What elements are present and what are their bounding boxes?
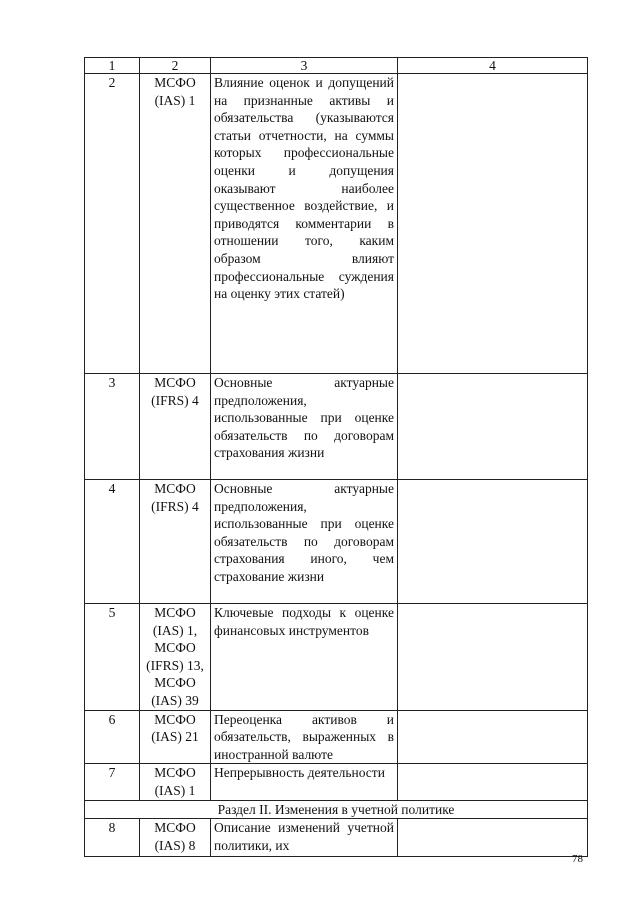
section-row — [85, 800, 588, 819]
row-number: 5 — [85, 604, 140, 711]
row-standard: МСФО (IAS) 21 — [140, 710, 211, 764]
table-row — [85, 819, 588, 857]
table-row — [85, 374, 588, 480]
table-row — [85, 74, 588, 374]
col-header-4: 4 — [398, 58, 588, 74]
row-standard: МСФО (IAS) 8 — [140, 819, 211, 857]
row-description: Переоценка активов и обязательств, выраженных в иностранной валюте — [211, 710, 398, 764]
row-description: Влияние оценок и допущений на признанные активы и обязательства (указываются статьи отчетности, на суммы которых профессиональные оценки и допущения оказывают наиболее существенное воздействие, и приводятся комментарии в отношении того, каким образом влияют профессиональные суждения на оценку этих статей) — [211, 74, 398, 374]
row-number: 2 — [85, 74, 140, 374]
header-row — [85, 58, 588, 74]
page-number: 78 — [572, 853, 583, 865]
row-description: Непрерывность деятельности — [211, 764, 398, 800]
row-standard: МСФО (IAS) 1 — [140, 764, 211, 800]
row-note — [398, 374, 588, 480]
row-number: 6 — [85, 710, 140, 764]
table-row — [85, 480, 588, 604]
row-number: 8 — [85, 819, 140, 857]
row-note — [398, 74, 588, 374]
row-note — [398, 710, 588, 764]
col-header-2: 2 — [140, 58, 211, 74]
section-title: Раздел II. Изменения в учетной политике — [85, 800, 588, 819]
row-number: 7 — [85, 764, 140, 800]
col-header-1: 1 — [85, 58, 140, 74]
row-note — [398, 819, 588, 857]
row-description: Описание изменений учетной политики, их — [211, 819, 398, 857]
row-description: Основные актуарные предположения, использованные при оценке обязательств по договорам страхования жизни — [211, 374, 398, 480]
table-row — [85, 604, 588, 711]
row-number: 4 — [85, 480, 140, 604]
document-table — [84, 57, 588, 857]
table-row — [85, 710, 588, 764]
row-note — [398, 480, 588, 604]
row-note — [398, 764, 588, 800]
row-description: Основные актуарные предположения, использованные при оценке обязательств по договорам страхования иного, чем страхование жизни — [211, 480, 398, 604]
col-header-3: 3 — [211, 58, 398, 74]
row-note — [398, 604, 588, 711]
row-standard: МСФО (IAS) 1 — [140, 74, 211, 374]
row-standard: МСФО (IAS) 1, МСФО (IFRS) 13, МСФО (IAS) 39 — [140, 604, 211, 711]
row-number: 3 — [85, 374, 140, 480]
row-description: Ключевые подходы к оценке финансовых инструментов — [211, 604, 398, 711]
row-standard: МСФО (IFRS) 4 — [140, 374, 211, 480]
row-standard: МСФО (IFRS) 4 — [140, 480, 211, 604]
table-row — [85, 764, 588, 800]
